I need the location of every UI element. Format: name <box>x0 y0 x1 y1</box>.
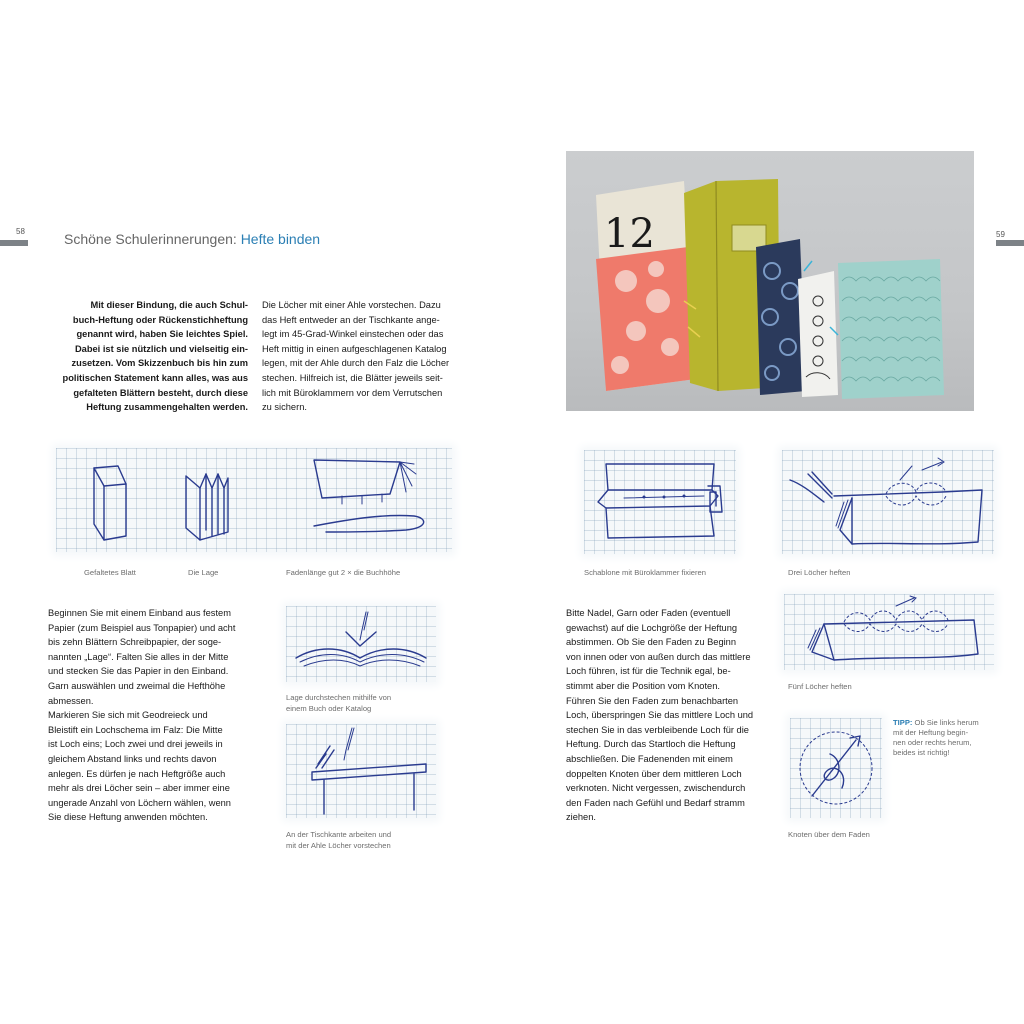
tip-line <box>893 718 1013 728</box>
sketch-pierce-book <box>286 606 436 682</box>
text-line: Führen Sie den Faden zum benachbarten <box>566 695 739 706</box>
tip-note <box>893 718 1013 758</box>
tip-text: Ob Sie links herum <box>912 718 979 727</box>
title-accent: Hefte binden <box>240 231 321 247</box>
text-line: Bleistift ein Lochschema im Falz: Die Mitte <box>48 724 223 735</box>
text-line: Loch führen, ist für die Technik egal, be- <box>566 666 731 677</box>
tip-line: beides ist richtig! <box>893 748 950 757</box>
text-line: ist Loch eins; Loch zwei und drei jeweils in <box>48 739 223 750</box>
template-sketch <box>584 450 736 554</box>
text-line: abmessen. <box>48 695 94 706</box>
photo-number-label: 12 <box>604 211 655 257</box>
text-line: abschließen. Die Fadenenden mit einem <box>566 753 733 764</box>
caption-five-holes: Fünf Löcher heften <box>788 682 852 691</box>
text-line: stechen Sie in das verbleibende Loch für die <box>566 724 749 735</box>
text-line: Loch, überspringen Sie das mittlere Loch und <box>566 710 754 721</box>
text-line: doppelten Knoten über dem mittleren Loch <box>566 768 742 779</box>
caption-line: An der Tischkante arbeiten und <box>286 830 392 839</box>
caption-folded-sheet: Gefaltetes Blatt <box>84 568 136 577</box>
three-holes-sketch <box>782 450 994 554</box>
five-holes-sketch <box>784 594 994 670</box>
notebooks-photo <box>566 151 974 411</box>
text-line: Heft mittig in einen aufgeschlagenen Katalog <box>262 343 447 354</box>
text-line: Die Löcher mit einer Ahle vorstechen. Dazu <box>262 300 441 310</box>
notebooks-illustration <box>566 151 974 411</box>
caption-knot: Knoten über dem Faden <box>788 830 870 839</box>
caption-line: Lage durchstechen mithilfe von <box>286 693 392 702</box>
caption-line: einem Buch oder Katalog <box>286 704 372 713</box>
text-line: verknoten. Nicht vergessen, zwischendurch <box>566 783 746 794</box>
text-line: ungerade Anzahl von Löchern wählen, wenn <box>48 797 231 808</box>
tip-line: nen oder rechts herum, <box>893 738 972 747</box>
caption-pierce-book <box>286 692 391 714</box>
text-line: Heftung. Durch das Startloch die Heftung <box>566 739 736 750</box>
sketch-template-clip <box>584 450 736 554</box>
text-line: nannten „Lage“. Falten Sie alles in der Mitte <box>48 651 229 662</box>
text-line: zusetzen. Vom Skizzenbuch bis hin zum <box>71 358 248 369</box>
pierce-paragraph <box>262 298 472 415</box>
text-line: bis zehn Blättern Schreibpapier, der soge- <box>48 637 222 648</box>
text-line: Heftung zusammengehalten werden. <box>86 402 248 413</box>
pierce-sketch <box>286 606 436 682</box>
text-line: Dabei ist sie nützlich und vielseitig ein- <box>74 343 248 354</box>
text-line: politischen Statement kann alles, was aus <box>62 372 248 383</box>
text-line: Mit dieser Bindung, die auch Schul- <box>90 300 248 310</box>
text-line: Bitte Nadel, Garn oder Faden (eventuell <box>566 608 731 618</box>
intro-paragraph <box>48 298 248 415</box>
caption-lage: Die Lage <box>188 568 219 577</box>
tip-line: mit der Heftung begin- <box>893 728 969 737</box>
caption-line: mit der Ahle Löcher vorstechen <box>286 841 391 850</box>
page-number-left: 58 <box>16 227 25 236</box>
text-line: gewachst) auf die Lochgröße der Heftung <box>566 622 738 633</box>
page-number-right: 59 <box>996 230 1005 239</box>
caption-three-holes: Drei Löcher heften <box>788 568 851 577</box>
text-line: genannt wird, haben Sie leichtes Spiel. <box>76 329 248 340</box>
caption-table-edge <box>286 829 391 851</box>
main-paragraph-left <box>48 606 276 825</box>
sketch-five-holes <box>784 594 994 670</box>
text-line: zu sichern. <box>262 402 307 413</box>
text-line: und stecken Sie das Papier in den Einband. <box>48 666 229 677</box>
title-prefix: Schöne Schulerinnerungen: <box>64 231 241 247</box>
text-line: legen, mit der Ahle durch den Falz die Löcher <box>262 358 450 369</box>
text-line: gefalteten Blättern besteht, durch diese <box>73 387 248 398</box>
caption-thread-length: Fadenlänge gut 2 × die Buchhöhe <box>286 568 401 577</box>
page-number-bar-left <box>0 240 28 246</box>
text-line: das Heft entweder an der Tischkante ange- <box>262 314 440 325</box>
text-line: abstimmen. Ob Sie den Faden zu Beginn <box>566 637 737 648</box>
text-line: Garn auswählen und zweimal die Hefthöhe <box>48 680 226 691</box>
tip-label: TIPP: <box>893 718 913 727</box>
text-line: stechen. Hilfreich ist, die Blätter jeweils seit- <box>262 372 443 383</box>
text-line: buch-Heftung oder Rückenstichheftung <box>72 314 248 325</box>
folding-sketch <box>56 448 452 552</box>
page-number-bar-right <box>996 240 1024 246</box>
sketch-knot <box>790 718 882 818</box>
knot-sketch <box>790 718 882 818</box>
text-line: lich mit Büroklammern vor dem Verrutschen <box>262 387 443 398</box>
text-line: von innen oder von außen durch das mittlere <box>566 651 751 662</box>
text-line: anlegen. Es dürfen je nach Heftgröße auch <box>48 768 226 779</box>
text-line: gleichem Abstand links und rechts davon <box>48 753 217 764</box>
text-line: Beginnen Sie mit einem Einband aus festem <box>48 608 231 618</box>
sketch-three-holes <box>782 450 994 554</box>
caption-template: Schablone mit Büroklammer fixieren <box>584 568 706 577</box>
text-line: mehr als drei Löcher sein – aber immer eine <box>48 783 230 794</box>
text-line: Markieren Sie sich mit Geodreieck und <box>48 710 208 721</box>
text-line: Sie diese Heftung anwenden möchten. <box>48 812 208 823</box>
text-line: den Faden nach Gefühl und Bedarf stramm <box>566 797 745 808</box>
sketch-table-edge <box>286 724 436 818</box>
table-edge-sketch <box>286 724 436 818</box>
text-line: ziehen. <box>566 812 596 823</box>
text-line: legt im 45-Grad-Winkel einstechen oder das <box>262 329 444 340</box>
sketch-folding-steps <box>56 448 452 552</box>
main-paragraph-right <box>566 606 776 825</box>
text-line: stimmt aber die Position vom Knoten. <box>566 680 720 691</box>
text-line: Papier (zum Beispiel aus Tonpapier) und acht <box>48 622 236 633</box>
page-title <box>64 231 320 247</box>
